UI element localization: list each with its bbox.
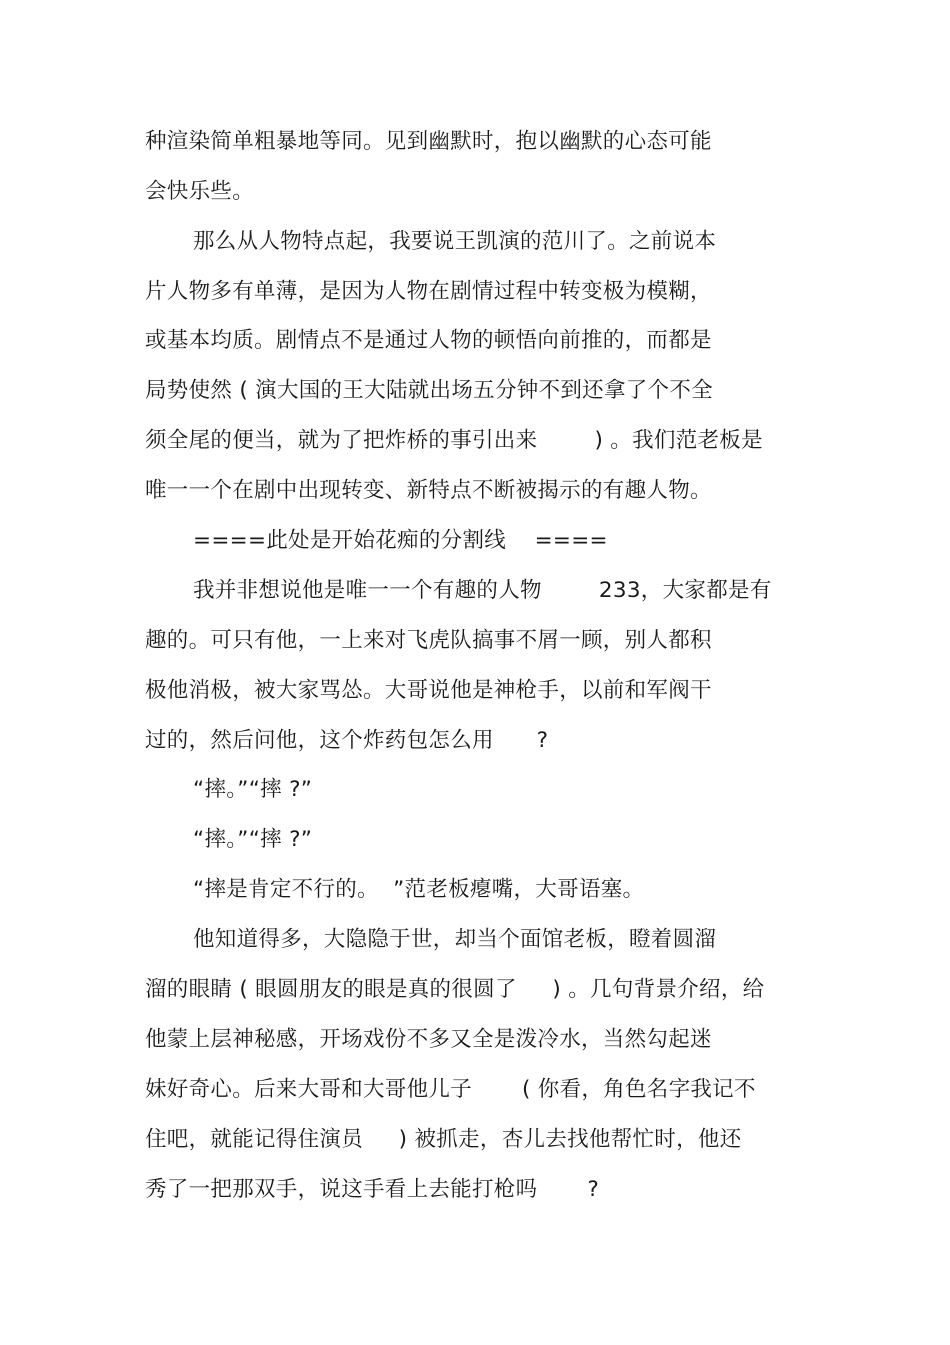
dialogue-line: “摔。”“摔 ?” [193,827,313,852]
text-line: 唯一一个在剧中出现转变、新特点不断被揭示的有趣人物。 [145,478,712,503]
dialogue-line: “摔是肯定不行的。 ”范老板瘪嘴，大哥语塞。 [193,877,645,902]
text-line: 须全尾的便当，就为了把炸桥的事引出来 ) 。我们范老板是 [145,428,763,453]
text-line: 局势使然 ( 演大国的王大陆就出场五分钟不到还拿了个不全 [145,378,713,403]
divider-text: ====此处是开始花痴的分割线 ==== [193,528,608,553]
text-line: 那么从人物特点起，我要说王凯演的范川了。之前说本 [193,229,717,254]
text-line: 他蒙上层神秘感，开场戏份不多又全是泼冷水，当然勾起迷 [145,1027,712,1052]
text-line: 过的，然后问他，这个炸药包怎么用 ? [145,728,549,753]
text-line: 秀了一把那双手，说这手看上去能打枪吗 ? [145,1177,600,1202]
text-line: 他知道得多，大隐隐于世，却当个面馆老板，瞪着圆溜 [193,927,717,952]
dialogue-line: “摔。”“摔 ?” [193,777,313,802]
text-line: 或基本均质。剧情点不是通过人物的顿悟向前推的，而都是 [145,328,712,353]
text-line: 会快乐些。 [145,179,255,204]
text-line: 趣的。可只有他，一上来对飞虎队搞事不屑一顾，别人都积 [145,628,712,653]
text-line: 我并非想说他是唯一一个有趣的人物 233，大家都是有 [193,578,772,603]
text-line: 片人物多有单薄，是因为人物在剧情过程中转变极为模糊， [145,279,712,304]
text-line: 极他消极，被大家骂怂。大哥说他是神枪手，以前和军阀干 [145,678,712,703]
text-line: 住吧，就能记得住演员 ) 被抓走，杏儿去找他帮忙时，他还 [145,1127,742,1152]
text-line: 妹好奇心。后来大哥和大哥他儿子 ( 你看，角色名字我记不 [145,1077,756,1102]
text-line: 种渲染简单粗暴地等同。见到幽默时，抱以幽默的心态可能 [145,129,712,154]
text-line: 溜的眼睛 ( 眼圆朋友的眼是真的很圆了 ) 。几句背景介绍，给 [145,977,765,1002]
